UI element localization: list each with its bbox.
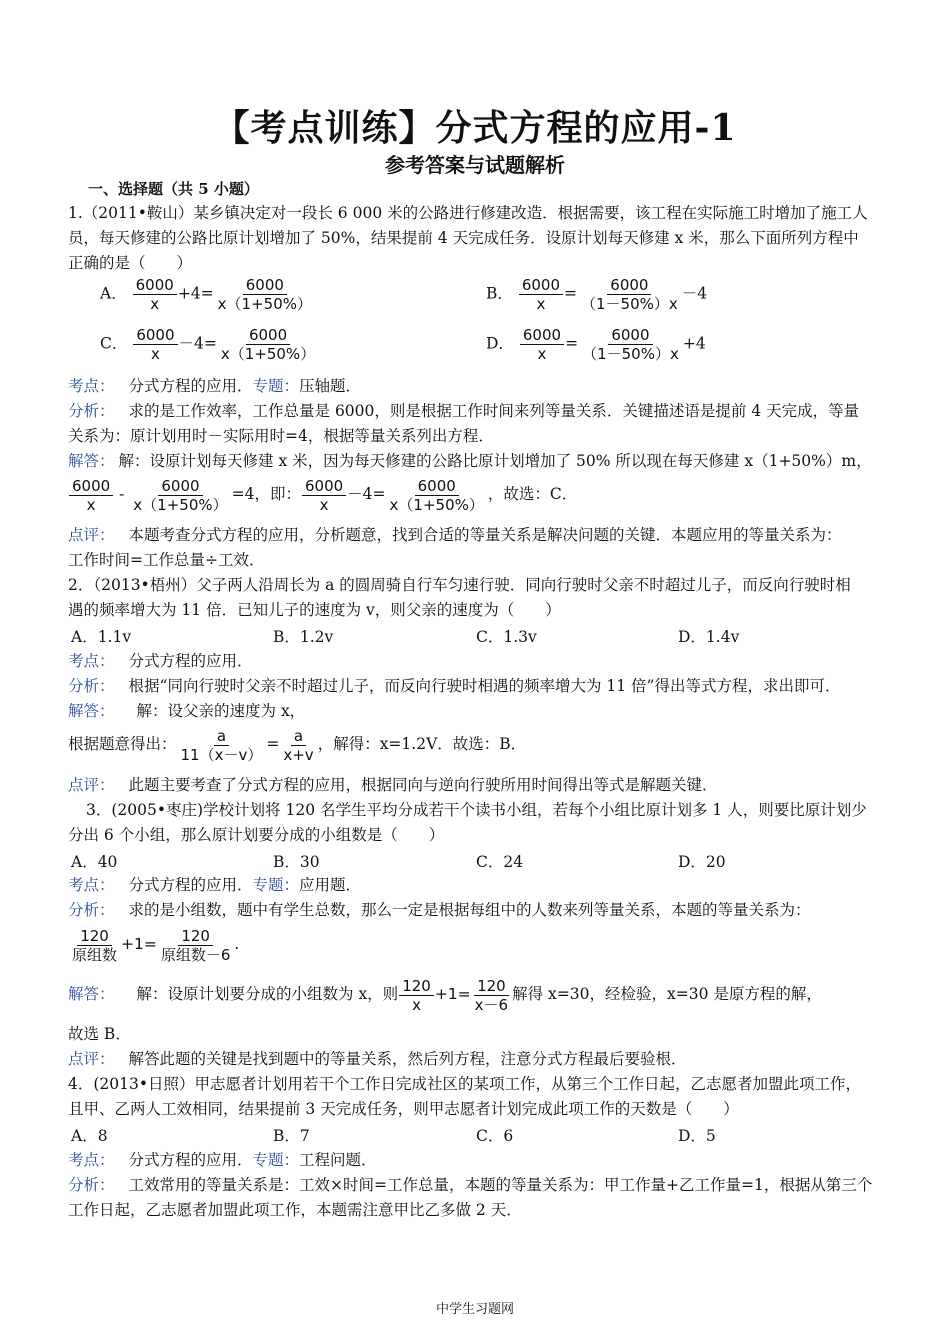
fraction: $\frac{6000}{x}$ [69,477,113,514]
q4-option-b: B．7 [273,1127,310,1145]
fraction: $\frac{6000}{x}$ [302,477,346,514]
q1-fenxi-line2: 关系为：原计划用时－实际用时=4，根据等量关系列出方程． [68,427,494,445]
option-letter: C． [100,334,128,353]
q2-kaodian: 考点： 分式方程的应用． [68,652,253,670]
section-heading: 一、选择题（共 5 小题） [88,180,259,198]
q1-fenxi-line1: 分析： 求的是工作效率，工作总量是 6000，则是根据工作时间来列等量关系．关键描述语是提前 4 天完成，等量 [68,402,860,420]
page-subtitle: 参考答案与试题解析 [385,153,565,177]
q1-jieda-equation: $\frac{6000}{x}$ - $\frac{6000}{x(1+50\%)}$ =4，即： $\frac{6000}{x}$ －4= $\frac{6000}{x(1+50\%)}$ ，故选：C． [68,476,577,514]
page-title: 【考点训练】分式方程的应用-1 [213,107,737,149]
fraction: $\frac{120}{\text{原组数}}$ [72,926,118,964]
q1-dianping-line2: 工作时间=工作总量÷工效． [68,551,265,569]
q1-option-a: A． $\frac{6000}{x}$ +4= $\frac{6000}{x(1+50\%)}$ [100,276,316,313]
q1-option-d: D． $\frac{6000}{x}$ = $\frac{6000}{(1-50\%)x}$ +4 [486,326,706,363]
q4-option-d: D．5 [678,1127,716,1145]
fraction: $\frac{6000}{(1-50\%)x}$ [581,276,678,313]
q3-jieda-line3: 故选 B． [68,1025,131,1043]
fraction: $\frac{6000}{x}$ [520,326,564,363]
fraction: $\frac{6000}{x}$ [133,326,177,363]
q4-kaodian: 考点： 分式方程的应用．专题：工程问题． [68,1151,377,1169]
fraction: $\frac{6000}{x(1+50\%)}$ [389,476,484,514]
q2-stem-line2: 遇的频率增大为 11 倍．已知儿子的速度为 v，则父亲的速度为（ ） [68,601,561,619]
q2-option-a: A．1.1v [71,628,132,646]
q3-dianping: 点评： 解答此题的关键是找到题中的等量关系，然后列方程，注意分式方程最后要验根． [68,1050,687,1068]
q1-option-b: B． $\frac{6000}{x}$ = $\frac{6000}{(1-50\%)x}$ －4 [486,276,708,313]
q3-stem-line2: 分出 6 个小组，那么原计划要分成的小组数是（ ） [68,826,445,844]
q3-relation-equation: $\frac{120}{\text{原组数}}$ +1= $\frac{120}{\text{原组数－6}}$ . [68,925,239,964]
q3-jieda: 解答： 解：设原计划要分成的小组数为 x，则 $\frac{120}{x}$ +1= $\frac{120}{x-6}$ 解得 x=30，经检验，x=30 是原方程的解， [68,976,822,1014]
q3-option-b: B．30 [273,853,320,871]
fraction: $\frac{120}{x-6}$ [474,976,509,1014]
q3-stem-line1: 3．(2005•枣庄)学校计划将 120 名学生平均分成若干个读书小组，若每个小组比原计划多 1 人，则要比原计划少 [86,801,867,819]
option-letter: A． [100,284,127,303]
fraction: $\frac{a}{x+v}$ [283,726,314,764]
q2-stem-line1: 2．（2013•梧州）父子两人沿周长为 a 的圆周骑自行车匀速行驶．同向行驶时父亲不时超过儿子，而反向行驶时相 [68,576,851,594]
fraction: $\frac{6000}{x(1+50\%)}$ [220,326,316,363]
fraction: $\frac{6000}{x(1+50\%)}$ [217,276,313,313]
q2-solution: 根据题意得出： $\frac{a}{11(x-v)}$ = $\frac{a}{x+v}$ ，解得：x=1.2V．故选：B． [68,726,527,764]
q1-jieda-line1: 解答： 解：设原计划每天修建 x 米，因为每天修建的公路比原计划增加了 50% 所以现在每天修建 x（1+50%）m， [68,452,872,470]
fraction: $\frac{6000}{x(1+50\%)}$ [133,476,228,514]
option-letter: D． [486,334,514,353]
q1-stem-line2: 员，每天修建的公路比原计划增加了 50%，结果提前 4 天完成任务．设原计划每天修建 x 米，那么下面所列方程中 [68,229,859,247]
page-footer: 中学生习题网 [435,1302,514,1317]
q4-option-a: A．8 [71,1127,108,1145]
q3-option-d: D．20 [678,853,726,871]
q2-dianping: 点评： 此题主要考查了分式方程的应用，根据同向与逆向行驶所用时间得出等式是解题关键． [68,776,718,794]
q4-fenxi-line2: 工作日起，乙志愿者加盟此项工作，本题需注意甲比乙多做 2 天． [68,1201,522,1219]
q2-jieda: 解答： 解：设父亲的速度为 x， [68,702,306,720]
q4-stem-line1: 4．(2013•日照）甲志愿者计划用若干个工作日完成社区的某项工作，从第三个工作日起，乙志愿者加盟此项工作， [68,1075,862,1093]
fraction: $\frac{6000}{x}$ [519,276,563,313]
q2-option-d: D．1.4v [678,628,740,646]
q2-fenxi: 分析： 根据“同向行驶时父亲不时超过儿子，而反向行驶时相遇的频率增大为 11 倍”得出等式方程，求出即可． [68,677,841,695]
q3-kaodian: 考点： 分式方程的应用．专题：应用题． [68,876,362,894]
q4-stem-line2: 且甲、乙两人工效相同，结果提前 3 天完成任务，则甲志愿者计划完成此项工作的天数是（ ） [68,1100,739,1118]
q1-stem-line1: 1.（2011•鞍山）某乡镇决定对一段长 6 000 米的公路进行修建改造．根据需要，该工程在实际施工时增加了施工人 [68,204,868,222]
fraction: $\frac{6000}{x}$ [133,276,177,313]
q3-option-a: A．40 [71,853,118,871]
fraction: $\frac{120}{\text{原组数－6}}$ [160,926,231,964]
q3-option-c: C．24 [476,853,524,871]
option-letter: B． [486,284,513,303]
q1-stem-line3: 正确的是（ ） [68,254,193,272]
fraction: $\frac{a}{11(x-v)}$ [180,726,263,764]
q1-kaodian: 考点： 分式方程的应用．专题：压轴题． [68,377,362,395]
q4-option-c: C．6 [476,1127,514,1145]
fraction: $\frac{120}{x}$ [399,977,434,1014]
q2-option-c: C．1.3v [476,628,537,646]
q1-dianping-line1: 点评： 本题考查分式方程的应用，分析题意，找到合适的等量关系是解决问题的关键．本题应用的等量关系为： [68,526,842,544]
q4-fenxi-line1: 分析： 工效常用的等量关系是：工效×时间=工作总量，本题的等量关系为：甲工作量+乙工作量=1，根据从第三个 [68,1176,873,1194]
fraction: $\frac{6000}{(1-50\%)x}$ [582,326,679,363]
q1-option-c: C． $\frac{6000}{x}$ －4= $\frac{6000}{x(1+50\%)}$ [100,326,319,363]
q2-option-b: B．1.2v [273,628,334,646]
q3-fenxi: 分析： 求的是小组数，题中有学生总数，那么一定是根据每组中的人数来列等量关系，本题的等量关系为： [68,901,811,919]
